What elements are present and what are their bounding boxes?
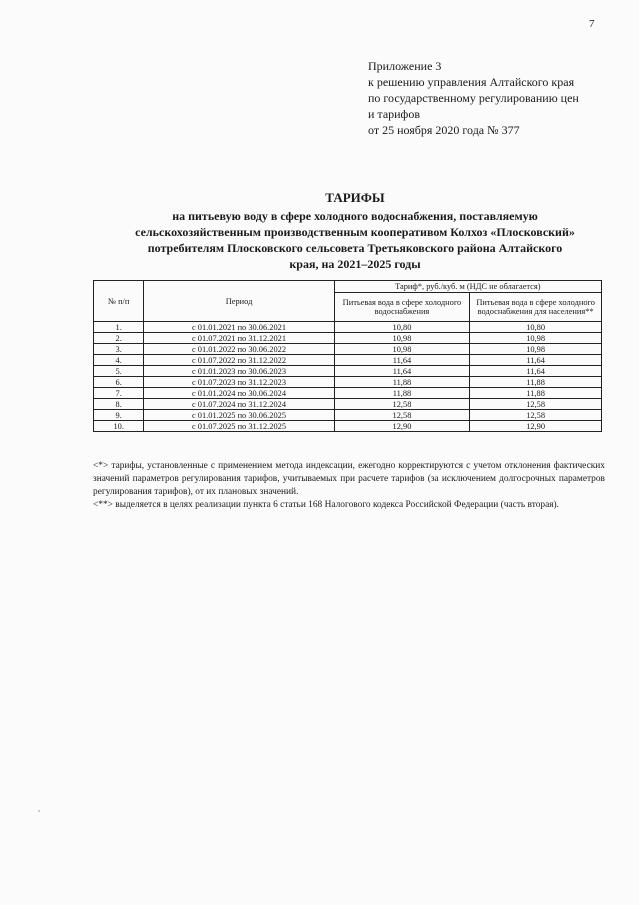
footnote-2: <**> выделяется в целях реализации пункта 6 статьи 168 Налогового кодекса Российской Федерации (часть вторая). <box>93 500 560 510</box>
table-row <box>94 377 602 388</box>
cell-period: с 01.01.2024 по 30.06.2024 <box>144 388 334 399</box>
cell-num: 5. <box>94 366 144 377</box>
cell-period: с 01.01.2021 по 30.06.2021 <box>144 322 334 333</box>
table-row <box>94 344 602 355</box>
title-main: ТАРИФЫ <box>325 190 385 205</box>
cell-tariff-b: 11,88 <box>470 388 602 399</box>
cell-tariff-a: 10,80 <box>334 322 470 333</box>
cell-num: 9. <box>94 410 144 421</box>
scan-speck <box>38 810 40 812</box>
appendix-block <box>368 58 618 138</box>
title-line: края, на 2021–2025 годы <box>289 257 421 271</box>
cell-period: с 01.07.2024 по 31.12.2024 <box>144 399 334 410</box>
cell-tariff-b: 12,58 <box>470 399 602 410</box>
cell-num: 10. <box>94 421 144 432</box>
tariff-table <box>93 280 602 432</box>
cell-tariff-a: 11,64 <box>334 355 470 366</box>
cell-period: с 01.01.2025 по 30.06.2025 <box>144 410 334 421</box>
cell-num: 1. <box>94 322 144 333</box>
appendix-line: Приложение 3 <box>368 59 442 73</box>
appendix-line: от 25 ноября 2020 года № 377 <box>368 123 520 137</box>
cell-tariff-b: 10,98 <box>470 333 602 344</box>
cell-tariff-b: 11,64 <box>470 355 602 366</box>
cell-num: 3. <box>94 344 144 355</box>
title-line: на питьевую воду в сфере холодного водоснабжения, поставляемую <box>172 209 538 223</box>
table-row <box>94 388 602 399</box>
title-line: потребителям Плосковского сельсовета Третьяковского района Алтайского <box>147 241 563 255</box>
table-row <box>94 366 602 377</box>
table-row <box>94 410 602 421</box>
header-period: Период <box>144 281 334 322</box>
cell-tariff-a: 10,98 <box>334 333 470 344</box>
cell-tariff-b: 11,64 <box>470 366 602 377</box>
cell-period: с 01.07.2023 по 31.12.2023 <box>144 377 334 388</box>
header-col-a: Питьевая вода в сфере холодного водоснабжения <box>334 293 470 322</box>
footnote-1: <*> тарифы, установленные с применением метода индексации, ежегодно корректируются с учетом отклонения фактических значений параметров регулирования тарифов, учитываемых при расчете тарифов (за исключением долгосрочных параметров регулирования тарифов), от их плановых значений. <box>93 461 605 497</box>
title-line: сельскохозяйственным производственным кооперативом Колхоз «Плосковский» <box>135 225 575 239</box>
cell-tariff-a: 12,90 <box>334 421 470 432</box>
cell-tariff-b: 10,80 <box>470 322 602 333</box>
header-col-b: Питьевая вода в сфере холодного водоснабжения для населения** <box>470 293 602 322</box>
page-number: 7 <box>589 18 595 30</box>
cell-period: с 01.07.2022 по 31.12.2022 <box>144 355 334 366</box>
cell-num: 4. <box>94 355 144 366</box>
cell-tariff-a: 12,58 <box>334 410 470 421</box>
footnotes <box>93 460 605 512</box>
cell-tariff-b: 12,58 <box>470 410 602 421</box>
appendix-line: к решению управления Алтайского края <box>368 75 575 89</box>
table-row <box>94 355 602 366</box>
table-row <box>94 333 602 344</box>
header-tariff-group: Тариф*, руб./куб. м (НДС не облагается) <box>334 281 601 293</box>
table-row <box>94 421 602 432</box>
cell-period: с 01.07.2021 по 31.12.2021 <box>144 333 334 344</box>
appendix-line: и тарифов <box>368 107 421 121</box>
table-row <box>94 399 602 410</box>
cell-tariff-b: 11,88 <box>470 377 602 388</box>
document-title <box>90 190 620 272</box>
cell-period: с 01.07.2025 по 31.12.2025 <box>144 421 334 432</box>
cell-tariff-a: 11,88 <box>334 377 470 388</box>
cell-num: 6. <box>94 377 144 388</box>
cell-period: с 01.01.2022 по 30.06.2022 <box>144 344 334 355</box>
cell-num: 7. <box>94 388 144 399</box>
cell-tariff-b: 10,98 <box>470 344 602 355</box>
cell-num: 2. <box>94 333 144 344</box>
cell-tariff-a: 11,88 <box>334 388 470 399</box>
cell-tariff-a: 11,64 <box>334 366 470 377</box>
cell-tariff-a: 10,98 <box>334 344 470 355</box>
cell-tariff-b: 12,90 <box>470 421 602 432</box>
cell-tariff-a: 12,58 <box>334 399 470 410</box>
cell-period: с 01.01.2023 по 30.06.2023 <box>144 366 334 377</box>
cell-num: 8. <box>94 399 144 410</box>
appendix-line: по государственному регулированию цен <box>368 91 579 105</box>
header-num: № п/п <box>94 281 144 322</box>
table-row <box>94 322 602 333</box>
